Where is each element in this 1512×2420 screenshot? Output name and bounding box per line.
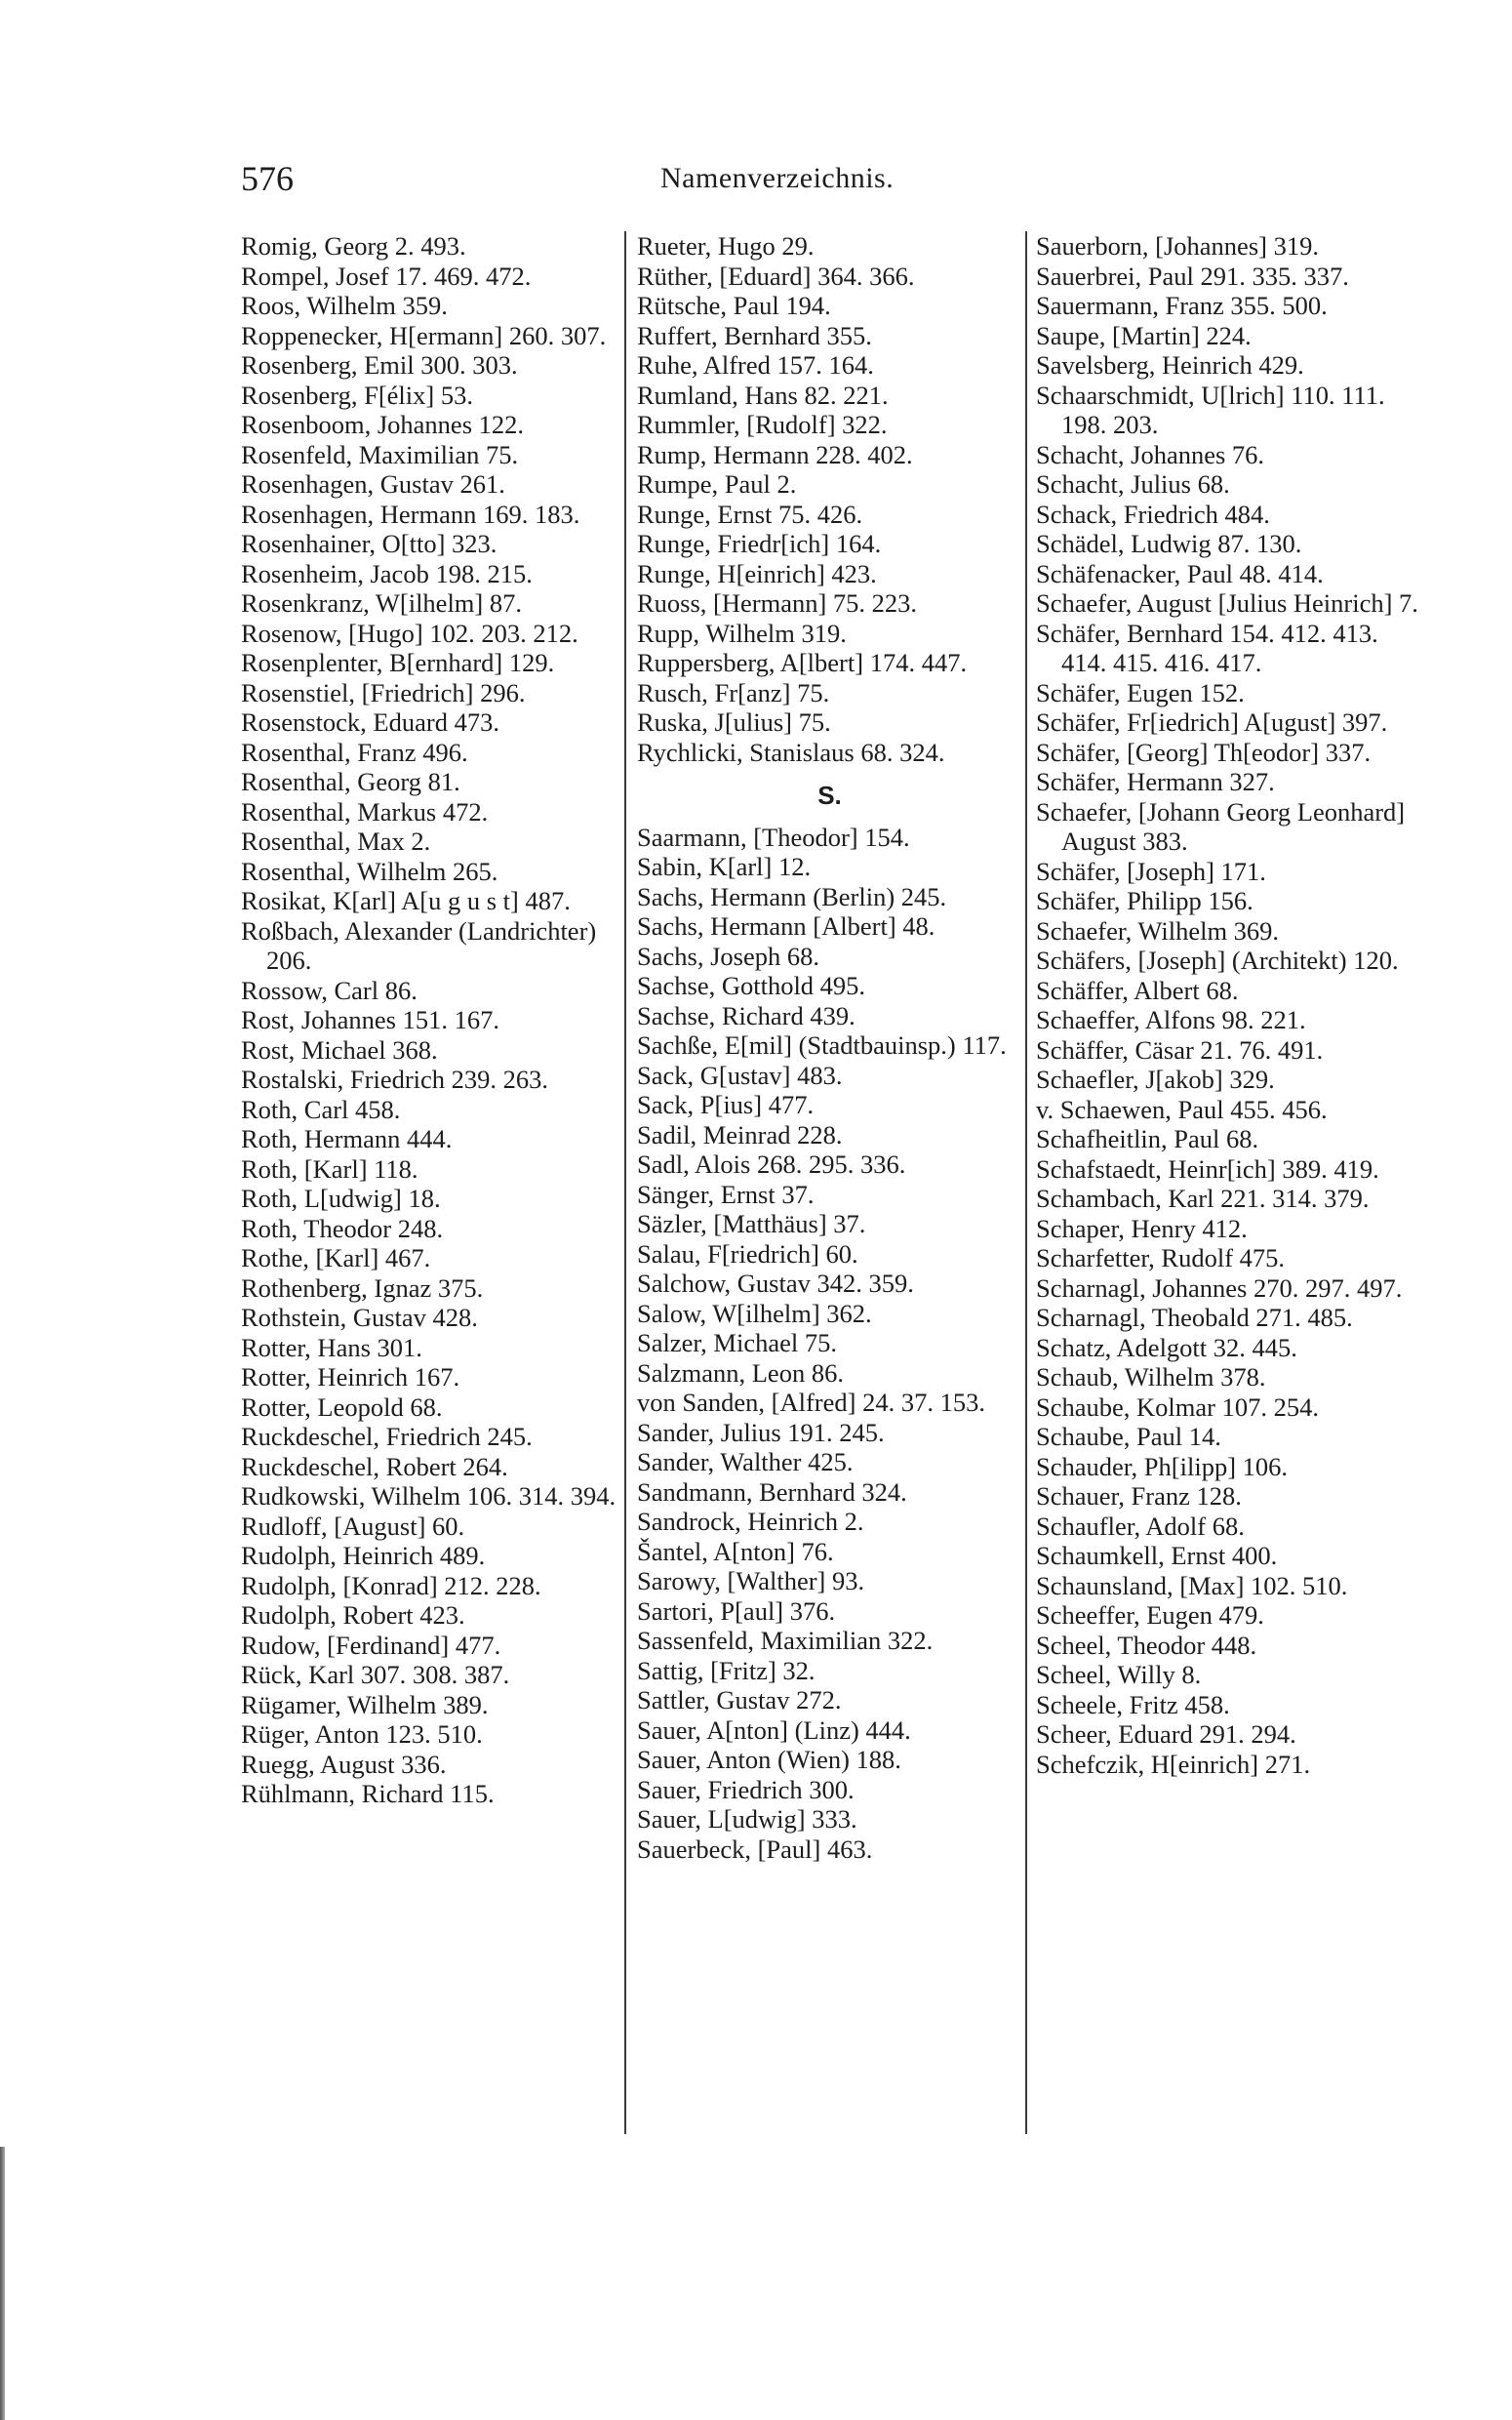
- index-entry: Rosenberg, F[élix] 53.: [241, 380, 473, 410]
- index-entry: Schäfer, Bernhard 154. 412. 413. 414. 415. 416. 417.: [1036, 618, 1378, 677]
- index-entry: Sack, P[ius] 477.: [637, 1090, 815, 1119]
- section-heading: S.: [817, 781, 842, 810]
- column-divider: [624, 231, 626, 2134]
- index-entry: Rudolph, Robert 423.: [241, 1600, 465, 1630]
- index-entry: Roth, Carl 458.: [241, 1094, 401, 1124]
- index-entry: Rügamer, Wilhelm 389.: [241, 1689, 489, 1719]
- index-entry: Rüger, Anton 123. 510.: [241, 1719, 483, 1749]
- index-entry: Rostalski, Friedrich 239. 263.: [241, 1065, 549, 1094]
- index-entry: Saupe, [Martin] 224.: [1036, 320, 1252, 350]
- index-entry: Schäfenacker, Paul 48. 414.: [1036, 558, 1324, 588]
- index-entry: Rosenthal, Franz 496.: [241, 737, 468, 767]
- index-entry: Sarowy, [Walther] 93.: [637, 1566, 865, 1595]
- index-entry: Sauer, L[udwig] 333.: [637, 1804, 857, 1834]
- index-entry: Scharfetter, Rudolf 475.: [1036, 1243, 1286, 1272]
- index-entry: Sachs, Hermann [Albert] 48.: [637, 911, 935, 941]
- index-entry: Sauermann, Franz 355. 500.: [1036, 291, 1328, 320]
- index-entry: Sattig, [Fritz] 32.: [637, 1655, 816, 1685]
- index-entry: v. Schaewen, Paul 455. 456.: [1036, 1094, 1328, 1124]
- index-entry: Rosenplenter, B[ernhard] 129.: [241, 648, 555, 677]
- index-entry: Sauer, Anton (Wien) 188.: [637, 1745, 901, 1774]
- index-entry: Sabin, K[arl] 12.: [637, 852, 812, 881]
- index-entry: Rosenthal, Georg 81.: [241, 767, 460, 796]
- index-entry: Sauerbrei, Paul 291. 335. 337.: [1036, 261, 1349, 291]
- index-entry: Rosenfeld, Maximilian 75.: [241, 439, 519, 469]
- index-entry: Schafheitlin, Paul 68.: [1036, 1124, 1259, 1153]
- index-entry: Salow, W[ilhelm] 362.: [637, 1298, 872, 1328]
- index-entry: Schefczik, H[einrich] 271.: [1036, 1749, 1311, 1779]
- index-entry: Schäfer, [Georg] Th[eodor] 337.: [1036, 737, 1372, 767]
- running-head: Namenverzeichnis.: [660, 162, 895, 194]
- index-entry: Schaufler, Adolf 68.: [1036, 1511, 1245, 1541]
- index-entry: Schaumkell, Ernst 400.: [1036, 1541, 1278, 1570]
- index-entry: Rütsche, Paul 194.: [637, 291, 831, 320]
- index-entry: Rück, Karl 307. 308. 387.: [241, 1660, 510, 1689]
- index-entry: Sander, Walther 425.: [637, 1447, 854, 1476]
- index-entry: Rumland, Hans 82. 221.: [637, 380, 889, 410]
- index-entry: Salchow, Gustav 342. 359.: [637, 1269, 914, 1298]
- index-entry: Säzler, [Matthäus] 37.: [637, 1209, 866, 1238]
- index-entry: Roth, L[udwig] 18.: [241, 1184, 441, 1213]
- index-entry: Rüther, [Eduard] 364. 366.: [637, 261, 915, 291]
- index-entry: Ruppersberg, A[lbert] 174. 447.: [637, 648, 968, 677]
- index-entry: Schacht, Julius 68.: [1036, 469, 1230, 499]
- index-column-1: [241, 231, 621, 1809]
- index-entry: Rotter, Hans 301.: [241, 1332, 422, 1362]
- index-entry: Schäfer, Fr[iedrich] A[ugust] 397.: [1036, 707, 1388, 737]
- index-entry: Schäfers, [Joseph] (Architekt) 120.: [1036, 946, 1399, 975]
- index-entry: Schädel, Ludwig 87. 130.: [1036, 529, 1302, 558]
- index-entry: Rupp, Wilhelm 319.: [637, 618, 847, 648]
- index-entry: Ruhe, Alfred 157. 164.: [637, 350, 874, 380]
- index-entry: Scheele, Fritz 458.: [1036, 1689, 1230, 1719]
- index-entry: Schauder, Ph[ilipp] 106.: [1036, 1451, 1289, 1481]
- index-entry: Roßbach, Alexander (Landrichter) 206.: [241, 915, 597, 975]
- index-entry: Schatz, Adelgott 32. 445.: [1036, 1332, 1297, 1362]
- index-entry: Salzmann, Leon 86.: [637, 1357, 844, 1388]
- index-entry: Rosenow, [Hugo] 102. 203. 212.: [241, 618, 578, 648]
- index-entry: Rudkowski, Wilhelm 106. 314. 394.: [241, 1481, 617, 1511]
- index-entry: Schambach, Karl 221. 314. 379.: [1036, 1184, 1370, 1213]
- index-entry: Scharnagl, Theobald 271. 485.: [1036, 1303, 1353, 1332]
- index-entry: Salzer, Michael 75.: [637, 1328, 837, 1357]
- index-entry: Rothe, [Karl] 467.: [241, 1243, 431, 1272]
- index-entry: Schafstaedt, Heinr[ich] 389. 419.: [1036, 1153, 1379, 1184]
- index-entry: Runge, Ernst 75. 426.: [637, 499, 863, 529]
- index-entry: Schaarschmidt, U[lrich] 110. 111. 198. 203.: [1036, 380, 1385, 439]
- index-entry: Schäfer, Eugen 152.: [1036, 677, 1245, 707]
- index-entry: Rosenheim, Jacob 198. 215.: [241, 558, 533, 588]
- index-entry: Sachs, Hermann (Berlin) 245.: [637, 881, 947, 911]
- index-entry: Sander, Julius 191. 245.: [637, 1417, 885, 1447]
- index-entry: Rudolph, [Konrad] 212. 228.: [241, 1570, 541, 1600]
- index-entry: Sadl, Alois 268. 295. 336.: [637, 1150, 906, 1179]
- index-entry: Sadil, Meinrad 228.: [637, 1119, 843, 1150]
- index-entry: Rosenthal, Markus 472.: [241, 796, 489, 827]
- index-entry: Scharnagl, Johannes 270. 297. 497.: [1036, 1272, 1403, 1303]
- index-entry: Schaub, Wilhelm 378.: [1036, 1362, 1266, 1392]
- index-entry: Roth, Theodor 248.: [241, 1213, 444, 1243]
- index-entry: Rühlmann, Richard 115.: [241, 1779, 495, 1808]
- index-entry: Romig, Georg 2. 493.: [241, 231, 466, 261]
- index-entry: Sartori, P[aul] 376.: [637, 1595, 836, 1626]
- index-column-3: [1036, 231, 1426, 1779]
- index-entry: Sauer, Friedrich 300.: [637, 1774, 855, 1804]
- index-entry: Rosenberg, Emil 300. 303.: [241, 350, 518, 380]
- index-entry: Rudloff, [August] 60.: [241, 1511, 465, 1541]
- index-entry: Rosenhagen, Hermann 169. 183.: [241, 499, 580, 529]
- index-entry: Schaeffer, Alfons 98. 221.: [1036, 1005, 1306, 1034]
- index-entry: Salau, F[riedrich] 60.: [637, 1238, 858, 1269]
- index-entry: Schaunsland, [Max] 102. 510.: [1036, 1570, 1348, 1600]
- index-entry: Schaube, Paul 14.: [1036, 1422, 1221, 1451]
- index-entry: Schacht, Johannes 76.: [1036, 439, 1265, 469]
- binding-edge: [0, 2147, 5, 2420]
- index-entry: Rumpe, Paul 2.: [637, 469, 797, 499]
- index-entry: Runge, Friedr[ich] 164.: [637, 529, 882, 558]
- index-entry: Šantel, A[nton] 76.: [637, 1536, 834, 1566]
- index-entry: Ruoss, [Hermann] 75. 223.: [637, 588, 918, 618]
- index-entry: Ruckdeschel, Friedrich 245.: [241, 1422, 533, 1451]
- index-entry: Scheel, Theodor 448.: [1036, 1630, 1257, 1660]
- index-entry: Rosenboom, Johannes 122.: [241, 410, 525, 439]
- index-column-2: [637, 231, 1022, 1864]
- index-entry: Schauer, Franz 128.: [1036, 1481, 1242, 1511]
- index-entry: Ruska, J[ulius] 75.: [637, 707, 831, 737]
- index-entry: Sauerbeck, [Paul] 463.: [637, 1834, 873, 1864]
- index-entry: Schäfer, Philipp 156.: [1036, 886, 1253, 915]
- index-entry: Rothstein, Gustav 428.: [241, 1303, 478, 1332]
- index-entry: Rump, Hermann 228. 402.: [637, 439, 913, 469]
- index-entry: Rosenkranz, W[ilhelm] 87.: [241, 588, 522, 618]
- index-entry: Schäfer, Hermann 327.: [1036, 767, 1275, 796]
- index-entry: Sassenfeld, Maximilian 322.: [637, 1626, 934, 1655]
- index-entry: Schäfer, [Joseph] 171.: [1036, 856, 1266, 886]
- index-entry: Ruffert, Bernhard 355.: [637, 320, 872, 350]
- index-entry: Roppenecker, H[ermann] 260. 307.: [241, 320, 607, 350]
- index-entry: Schaefer, August [Julius Heinrich] 7.: [1036, 588, 1418, 618]
- index-entry: Schaefer, [Johann Georg Leonhard] August 383.: [1036, 796, 1406, 856]
- index-entry: Rummler, [Rudolf] 322.: [637, 410, 888, 439]
- index-entry: Sack, G[ustav] 483.: [637, 1060, 843, 1090]
- index-entry: Rost, Michael 368.: [241, 1034, 438, 1065]
- index-entry: Roos, Wilhelm 359.: [241, 291, 448, 320]
- index-entry: Schaefler, J[akob] 329.: [1036, 1065, 1275, 1094]
- index-entry: Sauer, A[nton] (Linz) 444.: [637, 1714, 911, 1745]
- index-entry: Sauerborn, [Johannes] 319.: [1036, 231, 1319, 261]
- index-entry: Rychlicki, Stanislaus 68. 324.: [637, 737, 945, 767]
- index-entry: Sattler, Gustav 272.: [637, 1685, 842, 1714]
- index-entry: Schäffer, Cäsar 21. 76. 491.: [1036, 1034, 1324, 1065]
- index-entry: Sandrock, Heinrich 2.: [637, 1507, 864, 1536]
- index-entry: Rueter, Hugo 29.: [637, 231, 815, 261]
- index-entry: Rosenstiel, [Friedrich] 296.: [241, 677, 526, 707]
- index-entry: von Sanden, [Alfred] 24. 37. 153.: [637, 1388, 985, 1417]
- index-entry: Rosikat, K[arl] A[u g u s t] 487.: [241, 886, 571, 915]
- index-entry: Rosenstock, Eduard 473.: [241, 707, 499, 737]
- index-entry: Sachse, Richard 439.: [637, 1000, 855, 1030]
- index-entry: Rost, Johannes 151. 167.: [241, 1005, 499, 1034]
- index-entry: Schack, Friedrich 484.: [1036, 499, 1270, 529]
- index-entry: Rusch, Fr[anz] 75.: [637, 677, 830, 707]
- index-entry: Schaefer, Wilhelm 369.: [1036, 915, 1280, 946]
- index-entry: Rosenthal, Max 2.: [241, 827, 431, 856]
- index-entry: Rotter, Leopold 68.: [241, 1392, 443, 1422]
- index-entry: Rosenhagen, Gustav 261.: [241, 469, 505, 499]
- index-entry: Rossow, Carl 86.: [241, 975, 418, 1005]
- index-entry: Rothenberg, Ignaz 375.: [241, 1272, 484, 1303]
- index-entry: Schäffer, Albert 68.: [1036, 975, 1239, 1005]
- index-entry: Ruegg, August 336.: [241, 1749, 447, 1779]
- index-entry: Savelsberg, Heinrich 429.: [1036, 350, 1304, 380]
- index-entry: Roth, [Karl] 118.: [241, 1153, 418, 1184]
- index-entry: Schaper, Henry 412.: [1036, 1213, 1248, 1243]
- index-entry: Roth, Hermann 444.: [241, 1124, 453, 1153]
- index-entry: Sachse, Gotthold 495.: [637, 971, 866, 1000]
- index-entry: Rudolph, Heinrich 489.: [241, 1541, 486, 1570]
- index-entry: Scheel, Willy 8.: [1036, 1660, 1202, 1689]
- index-entry: Rudow, [Ferdinand] 477.: [241, 1630, 501, 1660]
- index-entry: Scheeffer, Eugen 479.: [1036, 1600, 1264, 1630]
- index-entry: Rosenthal, Wilhelm 265.: [241, 856, 498, 886]
- index-entry: Runge, H[einrich] 423.: [637, 558, 877, 588]
- index-entry: Rompel, Josef 17. 469. 472.: [241, 261, 532, 291]
- index-entry: Schaube, Kolmar 107. 254.: [1036, 1392, 1319, 1422]
- index-entry: Saarmann, [Theodor] 154.: [637, 822, 910, 852]
- index-entry: Rosenhainer, O[tto] 323.: [241, 529, 497, 558]
- index-entry: Sänger, Ernst 37.: [637, 1179, 815, 1209]
- index-entry: Sachs, Joseph 68.: [637, 941, 819, 971]
- index-entry: Ruckdeschel, Robert 264.: [241, 1451, 508, 1481]
- page-number: 576: [241, 159, 294, 198]
- index-entry: Sachße, E[mil] (Stadtbauinsp.) 117.: [637, 1030, 1007, 1060]
- index-entry: Scheer, Eduard 291. 294.: [1036, 1719, 1296, 1749]
- column-divider: [1025, 231, 1027, 2134]
- index-entry: Sandmann, Bernhard 324.: [637, 1476, 907, 1507]
- index-entry: Rotter, Heinrich 167.: [241, 1362, 460, 1392]
